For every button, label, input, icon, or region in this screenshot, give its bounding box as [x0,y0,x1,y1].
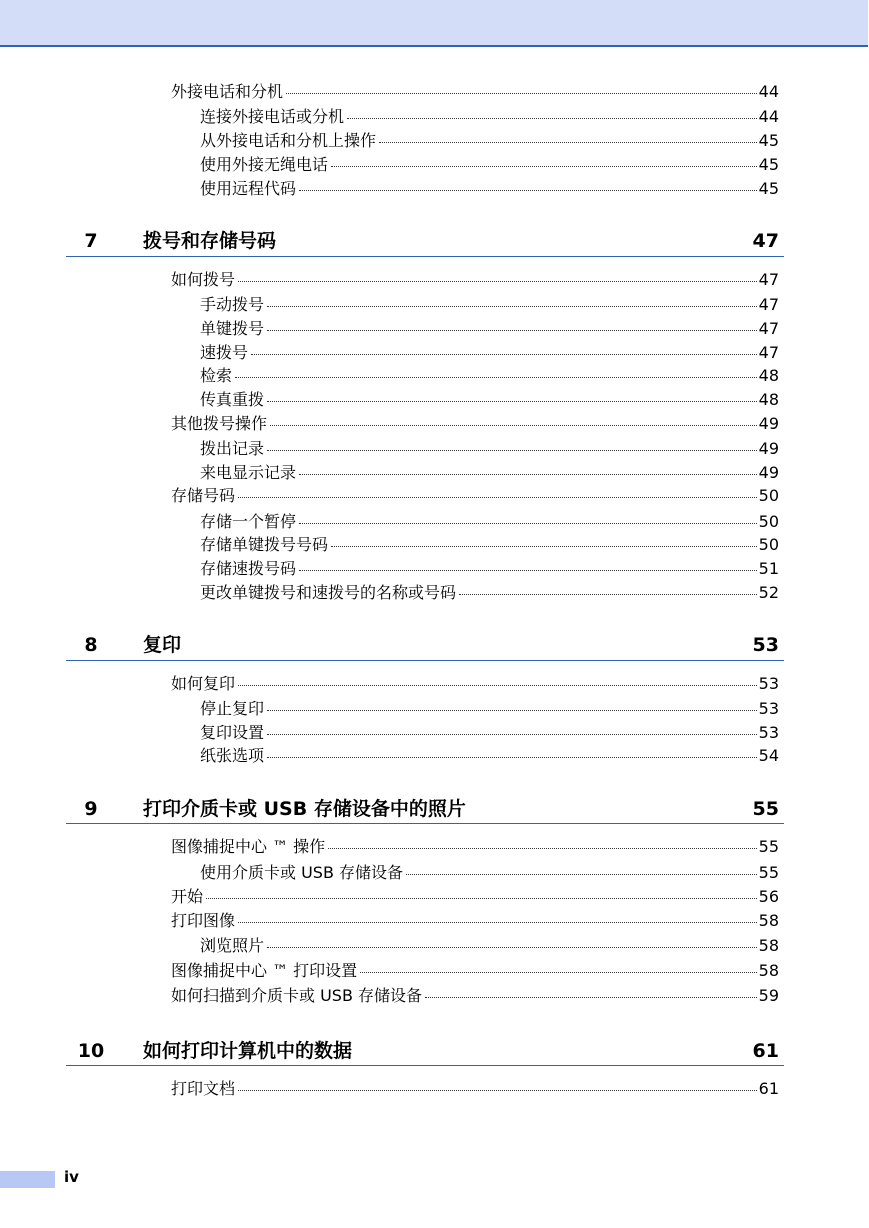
toc-entry-title: 存储号码 [171,486,236,505]
chapter-title[interactable]: 复印 [143,634,182,656]
toc-entry[interactable] [171,414,779,434]
toc-entry-page: 56 [758,887,779,906]
toc-entry-page: 55 [758,863,779,882]
toc-entry-page: 45 [758,155,779,174]
header-band [0,0,868,47]
toc-entry[interactable] [200,343,779,363]
toc-entry-title: 速拨号 [200,343,249,362]
toc-entry-page: 61 [758,1079,779,1098]
leader-dots [331,166,757,167]
chapter-title[interactable]: 打印介质卡或 USB 存储设备中的照片 [143,798,466,820]
toc-entry-page: 58 [758,936,779,955]
leader-dots [238,281,757,282]
toc-entry-title: 图像捕捉中心 ™ 打印设置 [171,961,358,980]
leader-dots [267,306,757,307]
toc-entry-title: 存储一个暂停 [200,512,297,531]
toc-entry-title: 如何复印 [171,674,236,693]
leader-dots [238,685,757,686]
toc-entry[interactable] [171,270,779,290]
leader-dots [299,570,757,571]
chapter-rule [66,823,784,824]
toc-entry-title: 单键拨号 [200,319,265,338]
toc-entry-page: 54 [758,746,779,765]
leader-dots [331,546,757,547]
chapter-number: 9 [84,798,98,820]
leader-dots [299,523,757,524]
toc-entry[interactable] [200,863,779,883]
toc-entry-page: 59 [758,986,779,1005]
toc-entry[interactable] [171,486,779,506]
toc-entry[interactable] [171,911,779,931]
toc-entry[interactable] [171,674,779,694]
toc-entry-page: 58 [758,961,779,980]
leader-dots [379,142,757,143]
toc-entry[interactable] [200,155,779,175]
toc-entry[interactable] [200,559,779,579]
toc-entry-title: 更改单键拨号和速拨号的名称或号码 [200,583,457,602]
toc-entry-page: 47 [758,319,779,338]
toc-entry-title: 使用介质卡或 USB 存储设备 [200,863,404,882]
toc-entry[interactable] [200,107,779,127]
leader-dots [267,947,757,948]
leader-dots [360,972,756,973]
toc-entry-title: 如何扫描到介质卡或 USB 存储设备 [171,986,423,1005]
toc-entry-title: 浏览照片 [200,936,265,955]
toc-entry-page: 48 [758,390,779,409]
toc-entry-page: 48 [758,366,779,385]
toc-entry-title: 打印图像 [171,911,236,930]
toc-entry-page: 45 [758,179,779,198]
leader-dots [267,450,757,451]
toc-entry[interactable] [200,535,779,555]
toc-entry-page: 53 [758,674,779,693]
leader-dots [251,354,757,355]
toc-entry-title: 存储速拨号码 [200,559,297,578]
leader-dots [238,497,757,498]
toc-entry-title: 使用外接无绳电话 [200,155,329,174]
toc-entry-page: 49 [758,414,779,433]
toc-entry-page: 47 [758,343,779,362]
toc-entry-page: 50 [758,512,779,531]
toc-entry-page: 45 [758,131,779,150]
toc-entry[interactable] [200,463,779,483]
leader-dots [238,1090,757,1091]
chapter-page: 47 [752,230,779,252]
leader-dots [270,425,757,426]
leader-dots [425,997,757,998]
toc-entry[interactable] [200,723,779,743]
toc-entry-page: 52 [758,583,779,602]
toc-entry-page: 49 [758,439,779,458]
toc-entry-title: 停止复印 [200,699,265,718]
toc-entry-page: 51 [758,559,779,578]
toc-entry-page: 44 [758,107,779,126]
toc-entry-title: 从外接电话和分机上操作 [200,131,377,150]
toc-entry[interactable] [200,131,779,151]
toc-entry[interactable] [171,986,779,1006]
toc-entry-title: 如何拨号 [171,270,236,289]
chapter-title[interactable]: 如何打印计算机中的数据 [143,1040,353,1062]
toc-entry-title: 拨出记录 [200,439,265,458]
leader-dots [328,848,756,849]
toc-entry-title: 传真重拨 [200,390,265,409]
toc-entry-page: 44 [758,82,779,101]
leader-dots [459,594,757,595]
toc-entry[interactable] [200,439,779,459]
leader-dots [238,922,757,923]
toc-entry[interactable] [200,390,779,410]
toc-entry-title: 检索 [200,366,233,385]
toc-entry-page: 53 [758,699,779,718]
chapter-number: 7 [84,230,98,252]
footer-tab [0,1171,55,1188]
chapter-rule [66,256,784,257]
toc-entry-title: 连接外接电话或分机 [200,107,345,126]
toc-entry-page: 55 [758,837,779,856]
chapter-page: 61 [752,1040,779,1062]
toc-entry[interactable] [200,179,779,199]
toc-entry-page: 50 [758,535,779,554]
leader-dots [235,377,757,378]
toc-entry[interactable] [171,1079,779,1099]
toc-entry[interactable] [200,319,779,339]
toc-entry[interactable] [200,512,779,532]
toc-entry[interactable] [200,295,779,315]
toc-entry[interactable] [171,961,779,981]
toc-entry-title: 开始 [171,887,204,906]
toc-entry-title: 其他拨号操作 [171,414,268,433]
toc-entry-title: 外接电话和分机 [171,82,284,101]
leader-dots [267,734,757,735]
leader-dots [267,757,757,758]
chapter-rule [66,1065,784,1066]
leader-dots [267,401,757,402]
toc-entry[interactable] [200,936,779,956]
chapter-title[interactable]: 拨号和存储号码 [143,230,277,252]
leader-dots [286,93,757,94]
leader-dots [299,190,757,191]
chapter-number: 10 [77,1040,105,1062]
toc-entry-title: 来电显示记录 [200,463,297,482]
toc-entry[interactable] [171,887,779,907]
leader-dots [347,118,757,119]
toc-entry-title: 存储单键拨号号码 [200,535,329,554]
footer-page-number: iv [64,1168,79,1186]
toc-entry-page: 47 [758,295,779,314]
toc-entry-title: 图像捕捉中心 ™ 操作 [171,837,326,856]
toc-entry-title: 复印设置 [200,723,265,742]
chapter-rule [66,660,784,661]
chapter-page: 53 [752,634,779,656]
toc-entry-page: 58 [758,911,779,930]
toc-entry-title: 纸张选项 [200,746,265,765]
leader-dots [206,898,757,899]
toc-entry-page: 47 [758,270,779,289]
toc-entry-title: 使用远程代码 [200,179,297,198]
toc-entry[interactable] [200,746,779,766]
toc-entry-page: 49 [758,463,779,482]
toc-entry[interactable] [200,699,779,719]
toc-entry-title: 手动拨号 [200,295,265,314]
chapter-page: 55 [752,798,779,820]
toc-entry[interactable] [171,82,779,102]
chapter-number: 8 [84,634,98,656]
leader-dots [299,474,757,475]
toc-entry[interactable] [171,837,779,857]
toc-entry[interactable] [200,583,779,603]
leader-dots [267,710,757,711]
leader-dots [406,874,757,875]
toc-entry-page: 53 [758,723,779,742]
toc-entry-title: 打印文档 [171,1079,236,1098]
toc-entry[interactable] [200,366,779,386]
toc-entry-page: 50 [758,486,779,505]
leader-dots [267,330,757,331]
